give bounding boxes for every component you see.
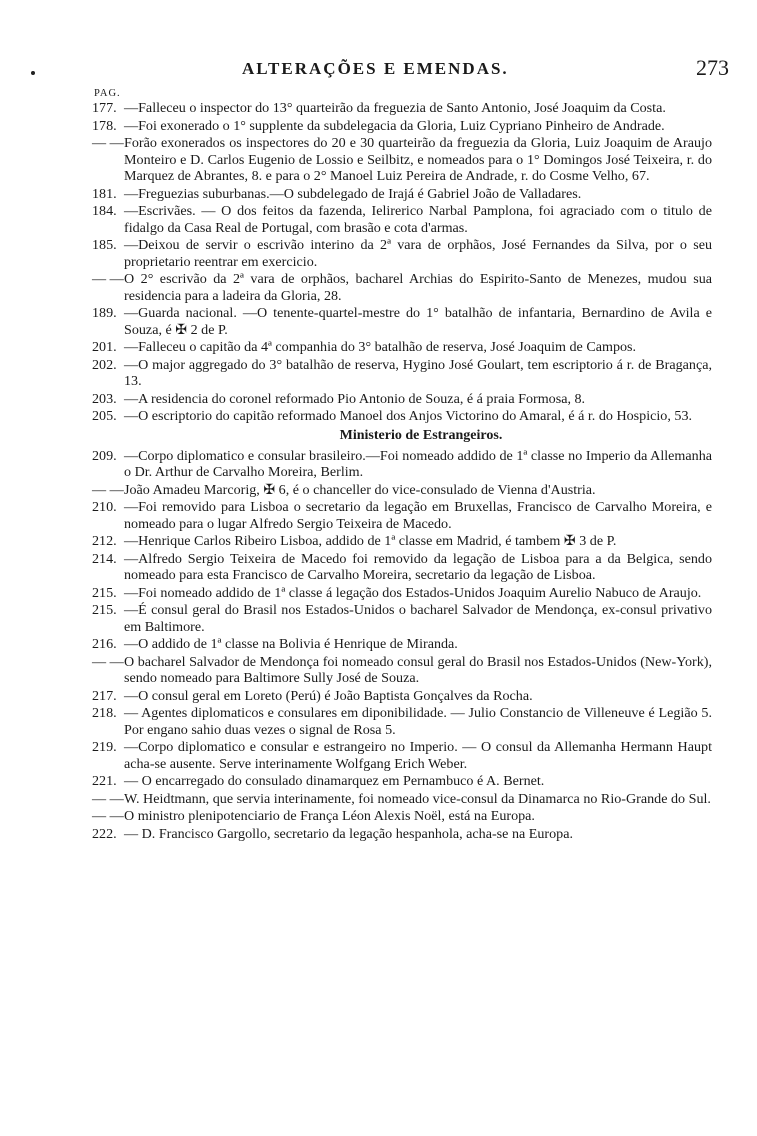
entry-text: —Corpo diplomatico e consular brasileiro.—Foi nomeado addido de 1ª classe no Imperio da Allemanha o Dr. Arthur de Carvalho Moreira, Berlim. <box>124 447 712 480</box>
entry-text: João Amadeu Marcorig, ✠ 6, é o chanceller do vice-consulado de Vienna d'Austria. <box>124 481 596 498</box>
entry-number: 219. <box>92 739 117 755</box>
entry-number: — — <box>92 653 124 670</box>
entry-number: 216. <box>92 636 117 652</box>
list-item <box>92 773 712 790</box>
entry-text: — D. Francisco Gargollo, secretario da legação hespanhola, acha-se na Europa. <box>124 825 573 842</box>
entry-text: —Deixou de servir o escrivão interino da 2ª vara de orphãos, José Fernandes da Silva, por o seu proprietario reentrar em exercicio. <box>124 237 712 270</box>
entry-number: — — <box>92 481 124 498</box>
list-item <box>92 791 712 808</box>
list-item <box>92 237 712 270</box>
document-body <box>92 88 712 843</box>
entry-text: —O escriptorio do capitão reformado Manoel dos Anjos Victorino do Amaral, é á r. do Hospicio, 53. <box>124 408 693 424</box>
list-item <box>92 654 712 687</box>
entry-text: —Falleceu o capitão da 4ª companhia do 3° batalhão de reserva, José Joaquim de Campos. <box>124 339 637 355</box>
entry-number: 184. <box>92 203 117 219</box>
entry-text: —Escrivães. — O dos feitos da fazenda, Ielirerico Narbal Pamplona, foi agraciado com o titulo de fidalgo da Casa Real de Portugal, com brasão e cota d'armas. <box>124 203 712 236</box>
page-header <box>0 55 757 85</box>
entry-number: 177. <box>92 100 117 116</box>
entry-number: 222. <box>92 825 117 842</box>
entry-text: —Henrique Carlos Ribeiro Lisboa, addido de 1ª classe em Madrid, é tambem ✠ 3 de P. <box>124 533 617 549</box>
list-item <box>92 602 712 635</box>
entry-number: 214. <box>92 550 117 567</box>
entry-number: — — <box>92 808 124 824</box>
entry-number: 178. <box>92 117 117 134</box>
entry-number: 203. <box>92 390 117 407</box>
entry-number: 212. <box>92 533 117 549</box>
list-item <box>92 118 712 135</box>
entry-text: —Foi removido para Lisboa o secretario da legação em Bruxellas, Francisco de Carvalho Moreira, e nomeado para o lugar Alfredo Sergio Teixeira de Macedo. <box>124 499 712 532</box>
entry-number: 217. <box>92 687 117 704</box>
entry-text: O ministro plenipotenciario de França Léon Alexis Noël, está na Europa. <box>124 808 535 824</box>
entry-text: —O consul geral em Loreto (Perú) é João Baptista Gonçalves da Rocha. <box>124 687 533 704</box>
list-item <box>92 305 712 338</box>
list-item <box>92 391 712 408</box>
entry-text: —Freguezias suburbanas.—O subdelegado de Irajá é Gabriel João de Valladares. <box>124 185 582 202</box>
entry-number: 201. <box>92 339 117 355</box>
list-item <box>92 357 712 390</box>
entry-text: W. Heidtmann, que servia interinamente, foi nomeado vice-consul da Dinamarca no Rio-Grande do Sul. <box>124 790 711 807</box>
entries-list-b <box>92 448 712 843</box>
list-item <box>92 533 712 550</box>
page-title: ALTERAÇÕES E EMENDAS. <box>242 59 509 78</box>
entry-text: —Guarda nacional. —O tenente-quartel-mestre do 1° batalhão de infantaria, Bernardino de Avila e Souza, é ✠ 2 de P. <box>124 305 712 338</box>
list-item <box>92 585 712 602</box>
list-item <box>92 739 712 772</box>
list-item <box>92 186 712 203</box>
list-item <box>92 551 712 584</box>
list-item <box>92 203 712 236</box>
list-item <box>92 482 712 499</box>
entry-text: — O encarregado do consulado dinamarquez em Pernambuco é A. Bernet. <box>124 773 545 789</box>
entry-text: —A residencia do coronel reformado Pio Antonio de Souza, é á praia Formosa, 8. <box>124 390 586 407</box>
list-item <box>92 688 712 705</box>
entry-number: 189. <box>92 305 117 321</box>
list-item <box>92 808 712 825</box>
entry-number: 205. <box>92 408 117 424</box>
entry-number: 218. <box>92 705 117 721</box>
list-item <box>92 448 712 481</box>
entry-text: —É consul geral do Brasil nos Estados-Unidos o bacharel Salvador de Mendonça, ex-consul privativo em Baltimore. <box>124 602 712 635</box>
entry-text: —Alfredo Sergio Teixeira de Macedo foi removido da legação de Lisboa para a da Belgica, sendo nomeado para esta Francisco de Carvalho Moreira, secretario da legação de Lisboa. <box>124 550 712 583</box>
list-item <box>92 705 712 738</box>
entry-text: —Foi exonerado o 1° supplente da subdelegacia da Gloria, Luiz Cypriano Pinheiro de Andrade. <box>124 117 665 134</box>
entry-number: 215. <box>92 584 117 601</box>
list-item <box>92 271 712 304</box>
entry-text: —Corpo diplomatico e consular e estrangeiro no Imperio. — O consul da Allemanha Hermann Haupt acha-se ausente. Serve interinamente Wolfgang Erich Weber. <box>124 739 712 772</box>
list-item <box>92 100 712 117</box>
ink-dot <box>31 71 35 75</box>
entry-number: 215. <box>92 602 117 618</box>
entry-number: 210. <box>92 499 117 515</box>
entry-text: —Falleceu o inspector do 13° quarteirão da freguezia de Santo Antonio, José Joaquim da Costa. <box>124 100 666 116</box>
entry-number: 202. <box>92 356 117 373</box>
entry-number: 185. <box>92 237 117 253</box>
entry-text: — Agentes diplomaticos e consulares em diponibilidade. — Julio Constancio de Villeneuve é Legião 5. Por engano sahio duas vezes o signal de Rosa 5. <box>124 705 712 738</box>
list-item <box>92 135 712 185</box>
pag-label: PAG. <box>94 88 121 99</box>
entry-text: —Foi nomeado addido de 1ª classe á legação dos Estados-Unidos Joaquim Aurelio Nabuco de Araujo. <box>124 584 702 601</box>
entry-text: —O major aggregado do 3° batalhão de reserva, Hygino José Goulart, tem escriptorio á r. de Bragança, 13. <box>124 356 712 389</box>
list-item <box>92 339 712 356</box>
entry-number: — — <box>92 271 124 287</box>
entry-text: O 2° escrivão da 2ª vara de orphãos, bacharel Archias do Espirito-Santo de Menezes, mudou sua residencia para a ladeira da Gloria, 28. <box>124 271 712 304</box>
entries-list-a <box>92 100 712 425</box>
list-item <box>92 826 712 843</box>
list-item <box>92 636 712 653</box>
entry-number: — — <box>92 135 124 151</box>
entry-number: 181. <box>92 185 117 202</box>
entry-number: — — <box>92 790 124 807</box>
entry-number: 209. <box>92 447 117 464</box>
entry-text: Forão exonerados os inspectores do 20 e 30 quarteirão da freguezia da Gloria, Luiz Joaquim de Araujo Monteiro e D. Carlos Eugenio de Lossio e Seilbitz, e nomeados para o 1° Domingos José Teixeira, r. do Marquez de Abrantes, 8. e para o 2° Manoel Luiz Pereira de Andrade, r. do Cosme Velho, 67. <box>124 135 712 184</box>
entry-text: —O addido de 1ª classe na Bolivia é Henrique de Miranda. <box>124 636 458 652</box>
section-title: Ministerio de Estrangeiros. <box>339 427 503 443</box>
list-item <box>92 408 712 425</box>
page-number: 273 <box>696 55 729 80</box>
entry-number: 221. <box>92 773 117 789</box>
list-item <box>92 499 712 532</box>
entry-text: O bacharel Salvador de Mendonça foi nomeado consul geral do Brasil nos Estados-Unidos (New-York), sendo nomeado para Baltimore Sully José de Souza. <box>124 653 712 686</box>
